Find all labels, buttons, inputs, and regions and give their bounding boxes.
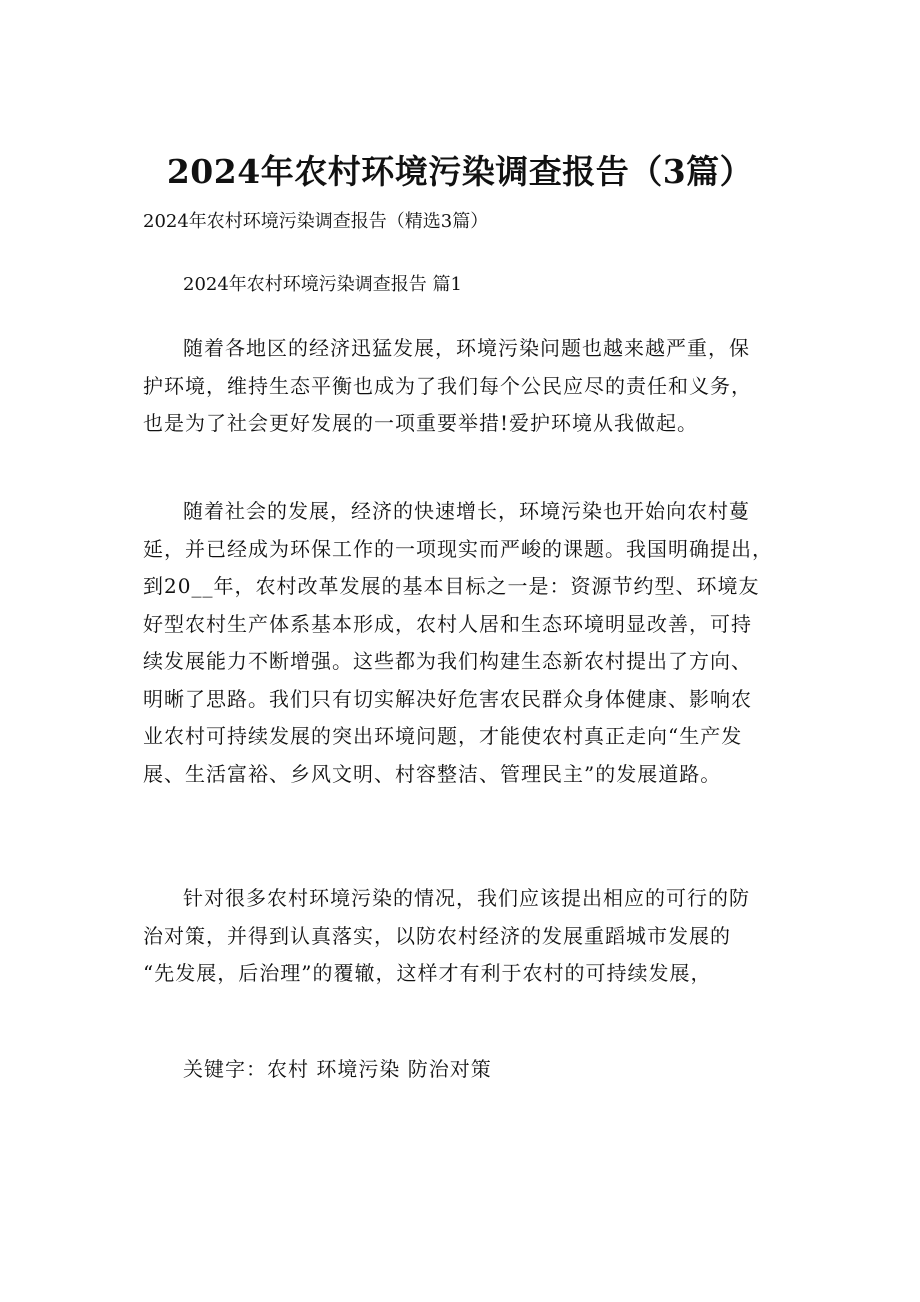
paragraph-line: 好型农村生产体系基本形成，农村人居和生态环境明显改善，可持 <box>143 611 752 636</box>
paragraph-line: 治对策，并得到认真落实，以防农村经济的发展重蹈城市发展的 <box>143 923 731 948</box>
paragraph-line: 针对很多农村环境污染的情况，我们应该提出相应的可行的防 <box>183 886 750 910</box>
paragraph-line: 展、生活富裕、乡风文明、村容整洁、管理民主”的发展道路。 <box>143 761 722 786</box>
paragraph-line: 到20__年，农村改革发展的基本目标之一是：资源节约型、环境友 <box>143 574 760 598</box>
paragraph-line: 护环境，维持生态平衡也成为了我们每个公民应尽的责任和义务， <box>143 373 752 398</box>
paragraph-line: 明晰了思路。我们只有切实解决好危害农民群众身体健康、影响农 <box>143 686 752 711</box>
paragraph-line: 随着社会的发展，经济的快速增长，环境污染也开始向农村蔓 <box>183 499 750 523</box>
paragraph-line: “先发展，后治理”的覆辙，这样才有利于农村的可持续发展， <box>143 961 712 985</box>
section-heading: 2024年农村环境污染调查报告 篇1 <box>183 274 462 295</box>
paragraph-line: 续发展能力不断增强。这些都为我们构建生态新农村提出了方向、 <box>143 649 752 673</box>
keywords-line: 关键字：农村 环境污染 防治对策 <box>183 1057 492 1081</box>
paragraph-line: 业农村可持续发展的突出环境问题，才能使农村真正走向“生产发 <box>143 724 743 748</box>
document-subtitle: 2024年农村环境污染调查报告（精选3篇） <box>143 211 489 232</box>
paragraph-1 <box>143 330 833 443</box>
document-title: 2024年农村环境污染调查报告（3篇） <box>166 152 754 191</box>
paragraph-line: 随着各地区的经济迅猛发展，环境污染问题也越来越严重，保 <box>183 336 750 360</box>
paragraph-line: 延，并已经成为环保工作的一项现实而严峻的课题。我国明确提出， <box>143 536 773 561</box>
paragraph-2 <box>143 493 833 793</box>
paragraph-3 <box>143 880 833 993</box>
paragraph-line: 也是为了社会更好发展的一项重要举措!爱护环境从我做起。 <box>143 411 699 435</box>
